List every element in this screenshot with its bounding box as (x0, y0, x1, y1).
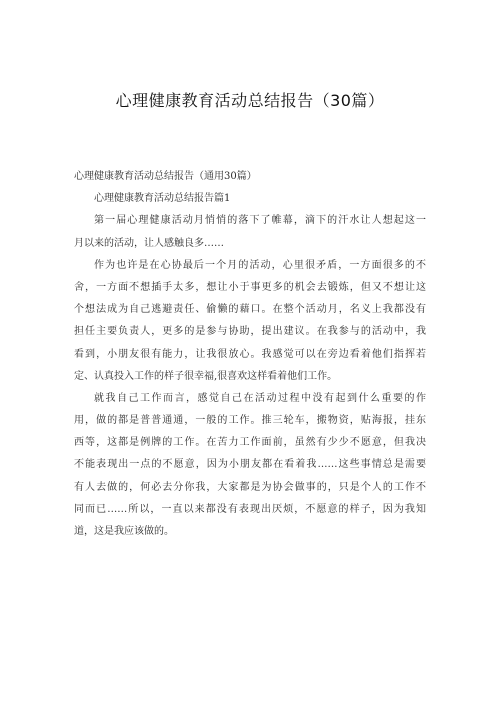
paragraph-line: 道，这是我应该做的。 (74, 526, 174, 537)
paragraph-2 (74, 255, 426, 388)
paragraph-line: 看到，小朋友很有能力，让我很放心。我感觉可以在旁边看着他们指挥若 (74, 348, 426, 360)
paragraph-line: 担任主要负责人，更多的是参与协助，提出建议。在我参与的活动中，我 (74, 326, 426, 338)
paragraph-1 (74, 210, 426, 254)
document-subtitle: 心理健康教育活动总结报告（通用30篇） (74, 171, 257, 182)
paragraph-line: 不能表现出一点的不愿意，因为小朋友都在看着我……这些事情总是需要 (74, 459, 426, 471)
paragraph-line: 月以来的活动，让人感触良多…… (74, 237, 224, 249)
paragraph-line: 定、认真投入工作的样子很幸福,很喜欢这样看着他们工作。 (74, 370, 338, 382)
paragraph-line: 就我自己工作而言，感觉自己在活动过程中没有起到什么重要的作 (94, 392, 426, 404)
section-heading: 心理健康教育活动总结报告篇1 (94, 193, 231, 205)
paragraph-line: 第一届心理健康活动月悄悄的落下了帷幕，滴下的汗水让人想起这一 (94, 215, 426, 227)
paragraph-line: 作为也许是在心协最后一个月的活动，心里很矛盾，一方面很多的不 (94, 259, 426, 271)
paragraph-line: 个想法成为自己逃避责任、偷懒的藉口。在整个活动月，名义上我都没有 (74, 304, 426, 316)
paragraph-line: 舍，一方面不想插手太多，想让小于事更多的机会去锻炼，但又不想让这 (74, 281, 426, 293)
paragraph-line: 用，做的都是普普通通，一般的工作。推三轮车，搬物资，贴海报，挂东 (74, 415, 426, 427)
paragraph-line: 有人去做的，何必去分你我，大家都是为协会做事的，只是个人的工作不 (74, 481, 426, 493)
document-body (74, 166, 426, 543)
paragraph-line: 同而已……所以，一直以来都没有表现出厌烦，不愿意的样子，因为我知 (74, 503, 426, 515)
document-title: 心理健康教育活动总结报告（30篇） (115, 91, 385, 110)
paragraph-3 (74, 388, 426, 543)
paragraph-line: 西等，这都是例牌的工作。在苦力工作面前，虽然有少少不愿意，但我决 (74, 437, 426, 449)
